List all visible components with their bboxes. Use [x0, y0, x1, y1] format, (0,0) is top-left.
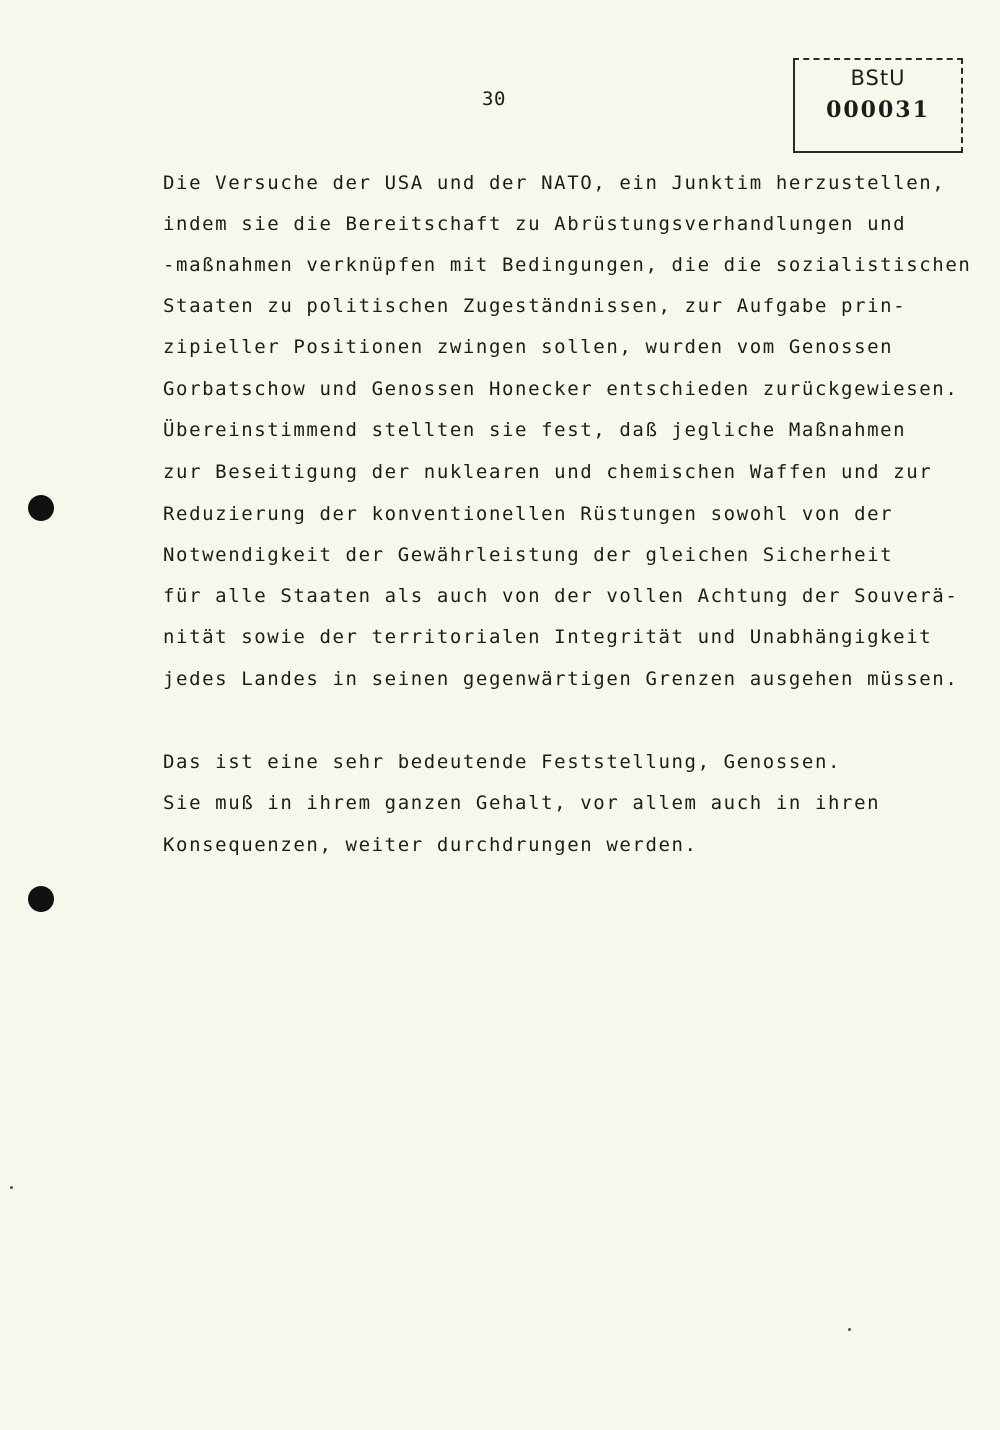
- scan-speck: [10, 1186, 13, 1189]
- text-line: Staaten zu politischen Zugeständnissen, zur Aufgabe prin-: [163, 295, 907, 317]
- text-line: Übereinstimmend stellten sie fest, daß jegliche Maßnahmen: [163, 419, 907, 441]
- text-line: zipieller Positionen zwingen sollen, wurden vom Genossen: [163, 336, 894, 358]
- scan-speck: [848, 1328, 851, 1331]
- punch-hole-bottom: [28, 886, 54, 912]
- text-line: nität sowie der territorialen Integrität und Unabhängigkeit: [163, 626, 933, 648]
- punch-hole-top: [28, 495, 54, 521]
- text-line: Gorbatschow und Genossen Honecker entschieden zurückgewiesen.: [163, 378, 959, 400]
- page-number: 30: [482, 88, 506, 110]
- stamp-org: BStU: [850, 66, 906, 90]
- text-line: jedes Landes in seinen gegenwärtigen Grenzen ausgehen müssen.: [163, 668, 959, 690]
- text-line: Sie muß in ihrem ganzen Gehalt, vor allem auch in ihren: [163, 792, 881, 814]
- text-line: zur Beseitigung der nuklearen und chemischen Waffen und zur: [163, 461, 933, 483]
- text-line: Reduzierung der konventionellen Rüstungen sowohl von der: [163, 503, 894, 525]
- text-line: Das ist eine sehr bedeutende Feststellung, Genossen.: [163, 751, 842, 773]
- text-line: für alle Staaten als auch von der vollen Achtung der Souverä-: [163, 585, 959, 607]
- archive-stamp: [793, 58, 963, 153]
- text-line: Die Versuche der USA und der NATO, ein Junktim herzustellen,: [163, 172, 946, 194]
- stamp-number: 000031: [826, 97, 930, 123]
- text-line: Konsequenzen, weiter durchdrungen werden.: [163, 834, 698, 856]
- text-line: indem sie die Bereitschaft zu Abrüstungsverhandlungen und: [163, 213, 907, 235]
- text-line: Notwendigkeit der Gewährleistung der gleichen Sicherheit: [163, 544, 894, 566]
- text-line: -maßnahmen verknüpfen mit Bedingungen, die die sozialistischen: [163, 254, 972, 276]
